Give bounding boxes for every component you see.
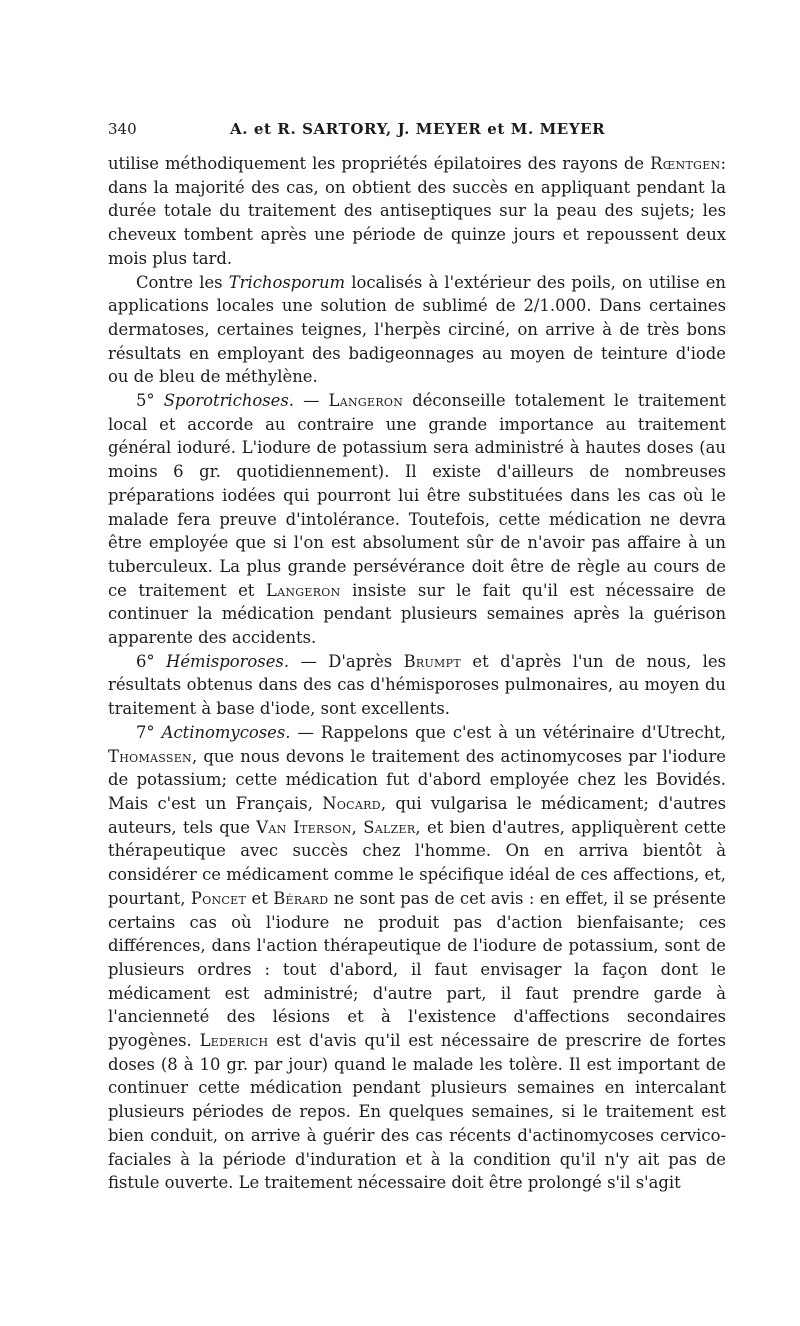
- text-run: déconseille totalement le traitement local et accorde au contraire une grande importance au traitement général ioduré. L'iodure de potassium sera administré à hautes doses (au moins 6 gr. quotidiennement). Il existe d'ailleurs de nombreuses préparations iodées qui pourront lui être substituées dans les cas où le malade fera preuve d'intolérance. Toutefois, cette médication ne devra être employée que si l'on est absolument sûr de n'avoir pas affaire à un tuberculeux. La plus grande persévérance doit être de règle au cours de ce traitement et: [108, 391, 726, 600]
- author-name: Langeron: [265, 580, 341, 600]
- running-head: A. et R. SARTORY, J. MEYER et M. MEYER: [230, 120, 606, 138]
- text-run: , et bien d'autres, appliquèrent cette thérapeutique avec succès chez l'homme. On en arriva bientôt à considérer ce médicament comme le spécifique idéal de ces affections, et, pourtant,: [108, 817, 727, 908]
- text-run: D'après: [328, 651, 404, 671]
- author-name: Salzer: [363, 817, 416, 837]
- dash: —: [294, 391, 329, 411]
- author-name: Thomassen: [108, 746, 192, 766]
- text-run: Contre les: [136, 272, 229, 292]
- paragraph-roentgen: [108, 152, 726, 271]
- text-run: ,: [351, 817, 364, 837]
- section-heading: Actinomycoses.: [161, 722, 291, 742]
- text-run: Rappelons que c'est à un vétérinaire d'Utrecht,: [320, 722, 726, 742]
- text-run: utilise méthodiquement les propriétés épilatoires des rayons de: [108, 154, 651, 173]
- author-name: Brumpt: [403, 651, 461, 671]
- text-run: ne sont pas de cet avis : en effet, il se présente certains cas où l'iodure ne produit pas d'action bienfaisante; ces différences, dans l'action thérapeutique de l'iodure de potassium, sont de plusieurs ordres : tout d'abord, il faut envisager la façon dont le médicament est administré; d'autre part, il faut prendre garde à l'ancienneté des lésions et à l'existence d'affections secondaires pyogènes.: [108, 888, 726, 1051]
- text-run: , que nous devons le traitement des actinomycoses par l'iodure de potassium; cette médication fut d'abord employée chez les Bovidés. Mais c'est un Français,: [108, 746, 726, 813]
- text-run: et d'après l'un de nous, les résultats obtenus dans des cas d'hémisporoses pulmonaires, au moyen du traitement à base d'iode, sont excellents.: [108, 651, 726, 719]
- dash: —: [289, 651, 329, 671]
- section-heading: Sporotrichoses.: [163, 391, 294, 411]
- dash: —: [290, 722, 321, 742]
- author-name: Van Iterson: [256, 817, 352, 837]
- section-number: 6°: [136, 651, 155, 671]
- text-run: , qui vulgarisa le médicament; d'autres auteurs, tels que: [108, 793, 726, 837]
- section-number: 7°: [136, 722, 155, 742]
- author-name: Lederich: [199, 1031, 269, 1051]
- section-hemisporoses: [108, 650, 726, 721]
- author-name: Rœntgen: [650, 154, 721, 173]
- text-run: et: [246, 888, 274, 908]
- genus-name: Trichosporum: [228, 272, 346, 292]
- text-run: localisés à l'extérieur des poils, on utilise en applications locales une solution de sublimé de 2/1.000. Dans certaines dermatoses, certaines teignes, l'herpès circiné, on arrive à de très bons résultats en employant des badigeonnages au moyen de teinture d'iode ou de bleu de méthylène.: [108, 272, 726, 387]
- section-heading: Hémisporoses.: [166, 651, 290, 671]
- section-sporotrichoses: [108, 389, 726, 650]
- text-run: insiste sur le fait qu'il est nécessaire de continuer la médication pendant plusieurs semaines après la guérison apparente des accidents.: [108, 580, 727, 648]
- section-actinomycoses: [108, 721, 726, 1195]
- author-name: Bérard: [273, 888, 329, 908]
- paragraph-trichosporum: [108, 271, 726, 390]
- body-text: [108, 152, 726, 1195]
- page-header: [108, 118, 726, 140]
- text-run: est d'avis qu'il est nécessaire de prescrire de fortes doses (8 à 10 gr. par jour) quand le malade les tolère. Il est important de continuer cette médication pendant plusieurs semaines en intercalant plusieurs périodes de repos. En quelques semaines, si le traitement est bien conduit, on arrive à guérir des cas récents d'actinomycoses cervico-faciales à la période d'induration et à la condition qu'il n'y ait pas de fistule ouverte. Le traitement nécessaire doit être prolongé s'il s'agit: [108, 1031, 726, 1193]
- author-name: Langeron: [328, 391, 404, 411]
- text-run: : dans la majorité des cas, on obtient des succès en appliquant pendant la durée totale du traitement des antiseptiques sur la peau des sujets; les cheveux tombent après une période de quinze jours et repoussent deux mois plus tard.: [108, 154, 726, 268]
- author-name: Nocard: [322, 793, 381, 813]
- author-name: Poncet: [190, 888, 247, 908]
- page-number: 340: [108, 120, 137, 138]
- section-number: 5°: [136, 391, 155, 411]
